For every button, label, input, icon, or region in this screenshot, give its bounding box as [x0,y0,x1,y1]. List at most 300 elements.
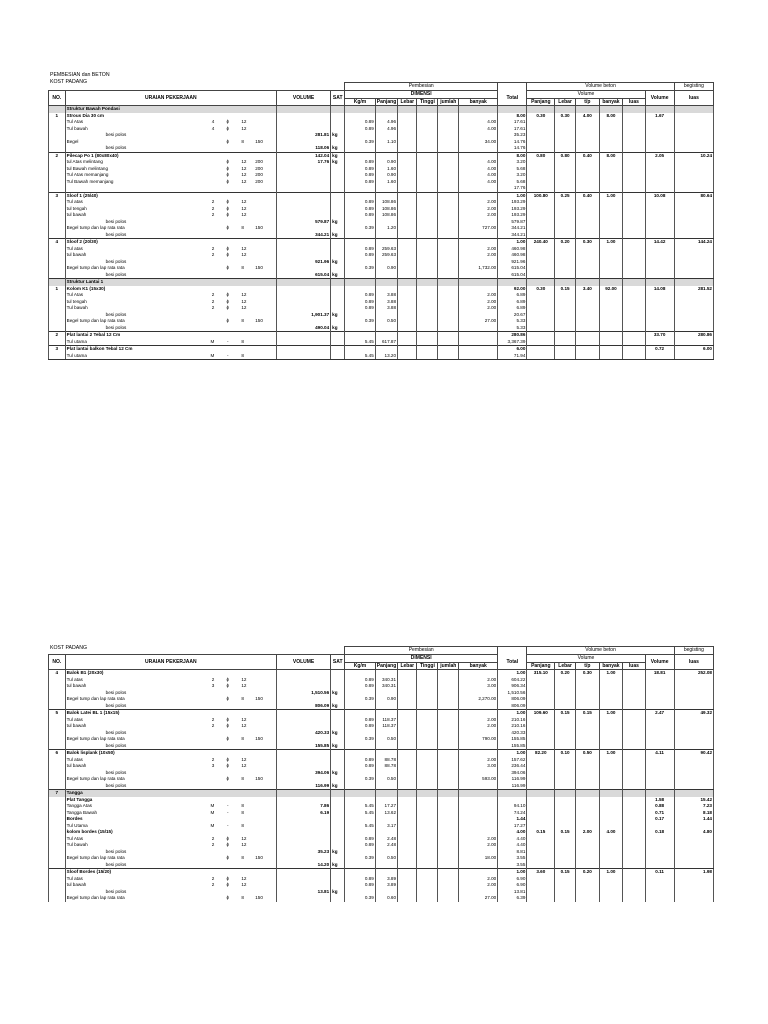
rebar-concrete-table [48,646,714,902]
cell-volume: 921.96 [276,259,330,266]
cell-vol-luas [623,869,645,876]
cell-luas-begisting: 144.24 [674,239,713,246]
header-no: NO. [49,655,66,670]
cell-total: 14.76 [498,145,527,152]
header-volume-beton-total: Volume [645,91,674,106]
cell-uraian: Tul atas [65,876,207,883]
cell-total: 6.89 [498,305,527,312]
cell-banyak [459,790,498,797]
cell-jumlah [438,869,459,876]
header-luas-begisting: luas [674,655,713,670]
cell-luas-begisting [674,783,713,790]
cell-sat: kg [331,259,345,266]
cell-total: 1.00 [498,750,527,757]
cell-kgm [345,346,376,353]
cell-jumlah [438,185,459,192]
cell-volume: 35.23 [276,849,330,856]
cell-uraian: besi polos [65,730,207,737]
cell-luas-begisting [674,353,713,360]
cell-spacing [254,743,276,750]
cell-sat [331,192,345,199]
cell-volume [276,106,330,113]
cell-spacing [254,192,276,199]
cell-sat: kg [331,272,345,279]
cell-panjang: 0.50 [375,776,397,783]
cell-spacing [254,332,276,339]
cell-volume: 1,901.37 [276,312,330,319]
cell-panjang [375,710,397,717]
cell-vol-panjang: 100.80 [527,192,555,199]
cell-spacing: 150 [255,318,263,323]
cell-symbol [215,239,240,246]
cell-uraian: besi polos [65,690,207,697]
cell-banyak [459,346,498,353]
cell-volume-beton [645,339,674,346]
cell-uraian: besi polos [65,272,207,279]
cell-luas-begisting: 10.24 [674,152,713,159]
cell-banyak [459,743,498,750]
cell-banyak: 4.00 [459,172,498,179]
cell-symbol: - [227,809,229,815]
cell-vol-luas [623,710,645,717]
header-kgm: Kg/m [345,98,376,106]
cell-volume-beton [645,895,674,902]
cell-spacing [254,325,276,332]
cell-vol-luas [623,353,645,360]
cell-tinggi [417,790,438,797]
cell-symbol: ɸ [226,199,230,204]
cell-diameter [240,192,254,199]
cell-total: 155.85 [498,743,527,750]
cell-no: 5 [49,710,66,717]
cell-banyak [459,783,498,790]
cell-volume-beton: 0.18 [645,829,674,836]
cell-luas-begisting: 7.23 [674,803,713,810]
cell-sat [331,710,345,717]
cell-total: 615.04 [498,272,527,279]
cell-sat: kg [331,325,345,332]
cell-kgm [345,272,376,279]
cell-spacing: 150 [255,736,263,741]
cell-vol-tp: 3.40 [576,286,600,293]
cell-jumlah [438,783,459,790]
cell-spacing [254,145,276,152]
cell-kgm [345,743,376,750]
cell-vol-tp [576,106,600,113]
cell-diameter: 12 [241,723,247,728]
cell-uraian: Begel tump dan lap rata rata [65,318,207,325]
cell-kgm: 0.89 [345,246,376,253]
cell-kgm: 0.89 [345,763,376,770]
header-banyak: banyak [459,662,498,670]
cell-total [498,106,527,113]
cell-tinggi [417,332,438,339]
table-row [49,743,714,750]
header-pembesian: Pembesian [345,647,498,655]
cell-volume-beton: 0.72 [645,346,674,353]
header-volume-beton-total: Volume [645,655,674,670]
cell-diameter: 12 [241,205,247,211]
header-panjang: Panjang [376,98,397,105]
project-name: KOST PADANG [50,79,87,85]
cell-tinggi [417,703,438,710]
cell-vol-tp [576,353,600,360]
cell-vol-tp [576,332,600,339]
cell-luas-begisting [674,272,713,279]
cell-uraian: besi polos [65,325,207,332]
cell-total: 3.20 [498,159,527,166]
cell-uraian: besi polos [65,232,207,239]
cell-uraian: Balok Latei BL 1 (15x15) [65,710,207,717]
cell-no [49,743,66,750]
cell-vol-luas [623,332,645,339]
cell-vol-lebar [555,339,576,346]
cell-diameter [240,862,254,869]
cell-vol-lebar [555,346,576,353]
cell-sat: kg [331,703,345,710]
cell-vol-luas [623,339,645,346]
cell-luas-begisting: 49.32 [674,710,713,717]
cell-banyak: 4.00 [459,159,498,166]
cell-count: 2 [211,882,215,887]
cell-symbol [215,862,240,869]
cell-vol-lebar: 0.20 [555,670,576,677]
cell-kgm: 0.89 [345,305,376,312]
cell-kgm [345,710,376,717]
cell-total: 4.00 [498,829,527,836]
cell-volume-beton: 2.05 [645,152,674,159]
cell-diameter [240,332,254,339]
cell-count [207,332,215,339]
cell-uraian: Tul Atas memanjang [65,172,207,179]
header-tinggi: Tinggi [417,98,438,106]
cell-luas-begisting: 15.42 [674,797,713,804]
cell-vol-luas [623,239,645,246]
cell-kgm: 0.89 [345,683,376,690]
cell-tinggi [417,339,438,346]
table-row [49,332,714,339]
cell-symbol [215,272,240,279]
cell-uraian: Sloof Bordes (15/20) [65,869,207,876]
cell-count: M [210,338,215,344]
cell-vol-tp: 0.30 [576,670,600,677]
cell-diameter [240,152,254,159]
cell-panjang: 13.20 [375,353,397,360]
cell-volume-beton: 14.42 [645,239,674,246]
cell-volume [276,239,330,246]
cell-vol-luas [623,750,645,757]
cell-vol-panjang: 240.40 [527,239,555,246]
cell-no [49,869,66,876]
cell-panjang: 4.96 [375,119,397,126]
cell-banyak [459,670,498,677]
cell-sat: kg [331,690,345,697]
cell-diameter [240,232,254,239]
cell-diameter: 12 [241,305,247,310]
cell-diameter [240,743,254,750]
cell-banyak: 727.00 [459,225,498,232]
cell-vol-banyak [599,353,623,360]
cell-panjang: 2.48 [375,842,397,849]
cell-no [49,353,66,360]
cell-vol-luas [623,346,645,353]
cell-vol-banyak: 4.00 [599,829,623,836]
cell-volume [276,710,330,717]
cell-vol-tp [576,272,600,279]
cell-tinggi [417,325,438,332]
header-vol: Volume [527,655,645,663]
cell-tinggi [417,106,438,113]
cell-sat [331,790,345,797]
cell-volume [276,192,330,199]
cell-lebar [398,325,417,332]
cell-panjang: 0.90 [375,159,397,166]
cell-jumlah [438,670,459,677]
cell-volume: 118.06 [276,145,330,152]
cell-symbol: ɸ [226,252,230,257]
cell-sat [331,339,345,346]
cell-diameter: 8 [241,138,244,144]
cell-spacing [254,279,276,286]
cell-volume: 7.86 [276,803,330,810]
cell-no [49,783,66,790]
cell-uraian: tul tengah [65,299,207,306]
cell-uraian: Tul atas [65,199,207,206]
cell-total: 193.29 [498,199,527,206]
cell-uraian: Tul utama [65,339,207,346]
cell-symbol: ɸ [226,212,230,217]
cell-kgm: 0.39 [345,855,376,862]
cell-diameter [240,790,254,797]
cell-kgm: 0.89 [345,179,376,186]
cell-uraian: kolom bordes (15/15) [65,829,207,836]
cell-banyak: 2.00 [459,305,498,312]
cell-count [207,710,215,717]
cell-vol-panjang [527,332,555,339]
cell-lebar [398,332,417,339]
cell-vol-luas [623,790,645,797]
cell-uraian: besi polos [65,849,207,856]
cell-no [49,895,66,902]
cell-vol-banyak [599,743,623,750]
cell-diameter [240,750,254,757]
cell-uraian: Begel tump dan lap rata rata [65,736,207,743]
cell-uraian: tul tengah [65,206,207,213]
cell-tinggi [417,192,438,199]
cell-luas-begisting [674,895,713,902]
cell-lebar [398,743,417,750]
cell-banyak [459,325,498,332]
cell-volume: 344.21 [276,232,330,239]
cell-vol-lebar [555,272,576,279]
table-row [49,232,714,239]
cell-panjang: 3.17 [375,823,397,830]
cell-spacing: 200 [255,165,263,171]
cell-lebar [398,339,417,346]
cell-jumlah [438,710,459,717]
cell-uraian: Tul Atas [65,836,207,843]
cell-sat [331,869,345,876]
cell-uraian [65,185,207,192]
cell-vol-tp [576,279,600,286]
cell-diameter: 8 [241,265,244,270]
cell-volume-beton [645,790,674,797]
cell-banyak: 2.00 [459,723,498,730]
cell-volume-beton: 0.11 [645,869,674,876]
cell-diameter: 12 [241,716,247,722]
cell-kgm: 0.89 [345,126,376,133]
cell-vol-luas [623,106,645,113]
cell-vol-panjang: 0.80 [527,152,555,159]
cell-luas-begisting [674,339,713,346]
cell-symbol [215,332,240,339]
cell-kgm [345,869,376,876]
cell-vol-luas [623,783,645,790]
cell-count [207,232,215,239]
cell-total: 20.67 [498,312,527,319]
cell-volume: 13.81 [276,889,330,896]
cell-symbol [215,869,240,876]
cell-uraian: besi polos [65,145,207,152]
cell-spacing: 200 [255,172,263,177]
cell-luas-begisting [674,325,713,332]
cell-total [498,279,527,286]
cell-total: 806.09 [498,703,527,710]
cell-total: 4.40 [498,842,527,849]
cell-vol-tp: 0.30 [576,239,600,246]
cell-uraian: Begel tump dan lap rata rata [65,225,207,232]
cell-panjang: 3.88 [375,292,397,299]
cell-lebar [398,152,417,159]
cell-volume-beton [645,106,674,113]
cell-no [49,106,66,113]
cell-banyak [459,710,498,717]
cell-vol-tp [576,339,600,346]
cell-kgm: 0.89 [345,159,376,166]
cell-panjang [375,239,397,246]
cell-count [207,895,215,902]
cell-panjang: 13.62 [375,810,397,817]
cell-uraian: Plat lantai 2 Tebal 12 Cm [65,332,207,339]
header-vol-panjang: Panjang [527,98,555,106]
cell-count: 2 [211,212,215,217]
cell-no: 2 [49,152,66,159]
header-begisting: begisting [674,83,713,91]
cell-banyak: 2,270.00 [459,696,498,703]
table-row [49,783,714,790]
cell-no [49,325,66,332]
header-jumlah: jumlah [438,662,459,670]
cell-diameter [240,783,254,790]
cell-total: 460.98 [498,252,527,259]
cell-volume-beton [645,783,674,790]
cell-diameter: 8 [240,353,254,360]
cell-no [49,232,66,239]
cell-uraian: besi polos [65,743,207,750]
cell-volume-beton: 4.11 [645,750,674,757]
cell-total: 604.22 [498,677,527,684]
cell-banyak: 2.00 [459,717,498,724]
cell-diameter: 12 [241,298,247,304]
cell-jumlah [438,332,459,339]
cell-vol-tp [576,346,600,353]
cell-luas-begisting [674,703,713,710]
cell-kgm [345,185,376,192]
header-begisting: begisting [674,647,713,655]
cell-total: 3.20 [498,172,527,179]
cell-sat [331,670,345,677]
cell-vol-banyak [599,279,623,286]
cell-total [498,790,527,797]
cell-panjang: 1.60 [375,179,397,186]
cell-symbol [215,670,240,677]
cell-symbol: ɸ [226,842,230,847]
cell-vol-lebar: 0.15 [555,869,576,876]
cell-symbol: ɸ [226,305,230,310]
cell-kgm [345,279,376,286]
cell-uraian: Tul Utama [65,823,207,830]
header-volume-beton: Volume beton [527,83,674,91]
cell-jumlah [438,862,459,869]
cell-panjang [375,272,397,279]
cell-uraian: besi polos [65,862,207,869]
cell-luas-begisting: 1.98 [674,869,713,876]
cell-vol-tp: 0.15 [576,710,600,717]
table-row [49,185,714,192]
cell-vol-panjang [527,703,555,710]
cell-kgm: 0.89 [345,166,376,173]
cell-luas-begisting [674,232,713,239]
cell-vol-panjang: 315.10 [527,670,555,677]
cell-banyak: 18.00 [459,855,498,862]
cell-vol-luas [623,145,645,152]
cell-symbol [215,152,240,159]
cell-kgm: 5.45 [345,353,376,360]
cell-vol-panjang: 0.30 [527,286,555,293]
cell-count: 2 [211,875,215,881]
cell-kgm: 5.45 [345,803,376,810]
cell-vol-banyak: 8.00 [599,152,623,159]
header-luas-begisting: luas [674,91,713,106]
cell-uraian: Begel tump dan lap rata rata [65,895,207,902]
cell-vol-luas [623,152,645,159]
cell-symbol [215,710,240,717]
cell-panjang [375,703,397,710]
cell-luas-begisting: 6.00 [674,346,713,353]
cell-panjang: 3.88 [375,299,397,306]
cell-no: 3 [49,346,66,353]
cell-vol-panjang [527,743,555,750]
cell-sat: kg [331,889,345,896]
cell-vol-lebar: 0.10 [555,750,576,757]
cell-spacing [254,862,276,869]
cell-kgm: 0.89 [345,677,376,684]
header-sat: SAT [331,655,345,670]
table-row [49,279,714,286]
cell-kgm: 0.39 [345,696,376,703]
cell-symbol: ɸ [226,676,230,682]
cell-kgm: 0.89 [345,717,376,724]
cell-jumlah [438,279,459,286]
cell-uraian: Sloof 2 (20/30) [65,239,207,246]
cell-spacing [254,670,276,677]
cell-panjang [375,106,397,113]
cell-diameter: 8 [241,318,244,323]
cell-symbol: ɸ [226,716,230,722]
cell-volume-beton: 14.08 [645,286,674,293]
cell-banyak: 2.00 [459,246,498,253]
cell-volume: 155.85 [276,743,330,750]
